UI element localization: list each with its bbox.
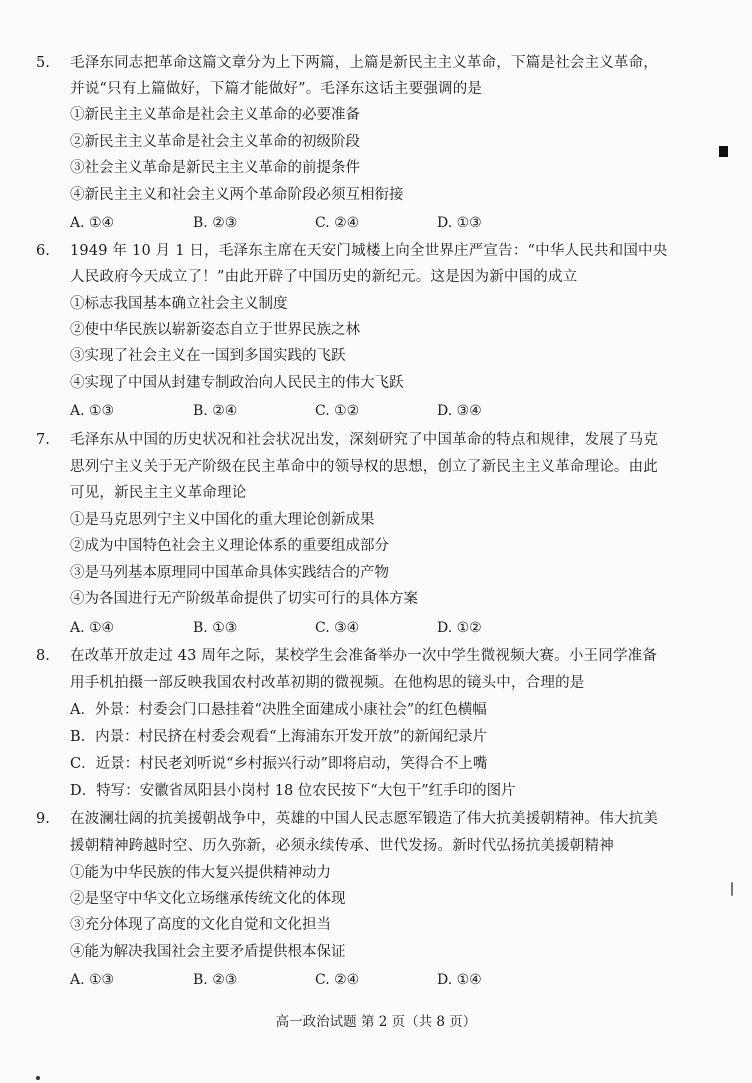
- choice-c: C. ②④: [315, 972, 360, 988]
- choice-a: A. ①③: [70, 972, 115, 988]
- question-stem-line: 可见，新民主主义革命理论: [70, 485, 247, 501]
- choice-option: B．内景：村民挤在村委会观看“上海浦东开发开放”的新闻纪录片: [70, 729, 487, 745]
- statement-option: ③实现了社会主义在一国到多国实践的飞跃: [70, 348, 346, 364]
- choice-b: B. ①③: [193, 620, 238, 636]
- statement-option: ④为各国进行无产阶级革命提供了切实可行的具体方案: [70, 591, 418, 607]
- statement-option: ③充分体现了高度的文化自觉和文化担当: [70, 917, 331, 933]
- question-stem-line: 在波澜壮阔的抗美援朝战争中，英雄的中国人民志愿军锻造了伟大抗美援朝精神。伟大抗美: [70, 811, 658, 827]
- choice-option: A．外景：村委会门口悬挂着“决胜全面建成小康社会”的红色横幅: [70, 702, 487, 718]
- statement-option: ④能为解决我国社会主要矛盾提供根本保证: [70, 944, 346, 960]
- question-number: 5.: [36, 55, 50, 71]
- statement-option: ②新民主主义革命是社会主义革命的初级阶段: [70, 134, 360, 150]
- choice-a: A. ①④: [70, 215, 115, 231]
- question-number: 9.: [36, 811, 50, 827]
- question-stem-line: 用手机拍摄一部反映我国农村改革初期的微视频。在他构思的镜头中，合理的是: [70, 675, 585, 691]
- choice-option: C．近景：村民老刘听说“乡村振兴行动”即将启动，笑得合不上嘴: [70, 756, 488, 772]
- statement-option: ④新民主主义和社会主义两个革命阶段必须互相衔接: [70, 187, 404, 203]
- choice-c: C. ①②: [315, 403, 360, 419]
- choice-option: D．特写：安徽省凤阳县小岗村 18 位农民按下“大包干”红手印的图片: [70, 783, 516, 799]
- choice-b: B. ②③: [193, 215, 238, 231]
- choice-c: C. ②④: [315, 215, 360, 231]
- choice-c: C. ③④: [315, 620, 360, 636]
- choice-d: D. ①③: [437, 215, 482, 231]
- choice-d: D. ①④: [437, 972, 482, 988]
- question-number: 6.: [36, 243, 50, 259]
- question-stem-line: 思列宁主义关于无产阶级在民主革命中的领导权的思想，创立了新民主主义革命理论。由此: [70, 459, 658, 475]
- choice-b: B. ②④: [193, 403, 238, 419]
- choice-d: D. ③④: [437, 403, 482, 419]
- scan-speck: [36, 1076, 40, 1080]
- question-stem-line: 毛泽东从中国的历史状况和社会状况出发，深刻研究了中国革命的特点和规律，发展了马克: [70, 432, 658, 448]
- margin-mark: [719, 146, 728, 157]
- question-number: 7.: [36, 432, 50, 448]
- scan-speck: [731, 882, 733, 896]
- question-stem-line: 在改革开放走过 43 周年之际，某校学生会准备举办一次中学生微视频大赛。小王同学准备: [70, 648, 658, 664]
- statement-option: ①新民主主义革命是社会主义革命的必要准备: [70, 107, 360, 123]
- statement-option: ②使中华民族以崭新姿态自立于世界民族之林: [70, 322, 360, 338]
- question-stem-line: 1949 年 10 月 1 日，毛泽东主席在天安门城楼上向全世界庄严宣告：“中华人民共和国中央: [70, 243, 668, 259]
- statement-option: ③社会主义革命是新民主主义革命的前提条件: [70, 160, 360, 176]
- statement-option: ③是马列基本原理同中国革命具体实践结合的产物: [70, 565, 389, 581]
- choice-a: A. ①③: [70, 403, 115, 419]
- question-number: 8.: [36, 648, 50, 664]
- statement-option: ①标志我国基本确立社会主义制度: [70, 296, 288, 312]
- choice-b: B. ②③: [193, 972, 238, 988]
- question-stem-line: 并说“只有上篇做好，下篇才能做好”。毛泽东这话主要强调的是: [70, 81, 483, 97]
- choice-d: D. ①②: [437, 620, 482, 636]
- statement-option: ①是马克思列宁主义中国化的重大理论创新成果: [70, 512, 375, 528]
- statement-option: ④实现了中国从封建专制政治向人民民主的伟大飞跃: [70, 375, 404, 391]
- statement-option: ②成为中国特色社会主义理论体系的重要组成部分: [70, 538, 389, 554]
- question-stem-line: 援朝精神跨越时空、历久弥新，必须永续传承、世代发扬。新时代弘扬抗美援朝精神: [70, 838, 614, 854]
- question-stem-line: 人民政府今天成立了！”由此开辟了中国历史的新纪元。这是因为新中国的成立: [70, 269, 578, 285]
- statement-option: ①能为中华民族的伟大复兴提供精神动力: [70, 865, 331, 881]
- page-footer: 高一政治试题 第 2 页（共 8 页）: [275, 1014, 477, 1030]
- question-stem-line: 毛泽东同志把革命这篇文章分为上下两篇，上篇是新民主主义革命，下篇是社会主义革命，: [70, 55, 658, 71]
- choice-a: A. ①④: [70, 620, 115, 636]
- statement-option: ②是坚守中华文化立场继承传统文化的体现: [70, 891, 346, 907]
